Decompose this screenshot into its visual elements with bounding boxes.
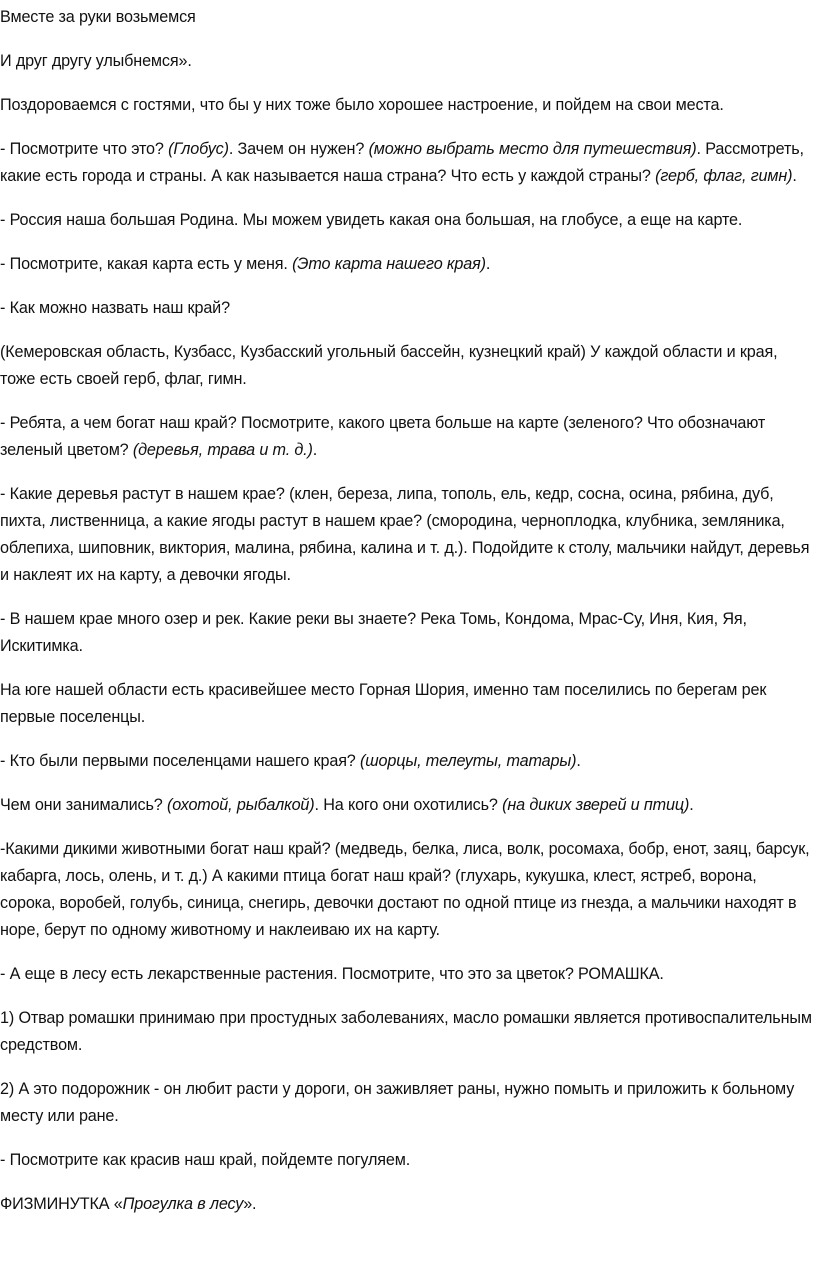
paragraph [0,4,812,31]
italic-answer-text: (на диких зверей и птиц) [502,796,690,814]
paragraph-text: И друг другу улыбнемся». [0,52,192,70]
paragraph [0,792,812,819]
paragraph [0,207,812,234]
paragraph-text: - Посмотрите, какая карта есть у меня. [0,255,293,273]
paragraph [0,1005,812,1059]
paragraph-text: - Посмотрите что это? [0,140,169,158]
paragraph-text: . [312,441,318,459]
paragraph-text: 2) А это подорожник - он любит расти у дороги, он заживляет раны, нужно помыть и приложить к больному месту или ране. [0,1080,795,1125]
paragraph-text: - Какие деревья растут в нашем крае? (клен, береза, липа, тополь, ель, кедр, сосна, осина, рябина, дуб, пихта, лиственница, а какие ягоды растут в нашем крае? (смородина, черноплодка, клубника, земляника, облепиха, шиповник, виктория, малина, рябина, калина и т. д.). Подойдите к столу, мальчики найдут, деревья и наклеят их на карту, а девочки ягоды. [0,485,810,584]
paragraph-text: - Посмотрите как красив наш край, пойдемте погуляем. [0,1151,411,1169]
italic-answer-text: Прогулка в лесу [122,1195,244,1213]
paragraph-text: . Зачем он нужен? [228,140,369,158]
paragraph [0,748,812,775]
paragraph [0,48,812,75]
paragraph-text: - Ребята, а чем богат наш край? Посмотрите, какого цвета больше на карте (зеленого? Что обозначают зеленый цветом? [0,414,766,459]
paragraph [0,339,812,393]
paragraph-text: ФИЗМИНУТКА « [0,1195,123,1213]
italic-answer-text: (шорцы, телеуты, татары) [360,752,577,770]
paragraph [0,481,812,589]
paragraph-text: - В нашем крае много озер и рек. Какие реки вы знаете? Река Томь, Кондома, Мрас-Су, Иня, Кия, Яя, Искитимка. [0,610,747,655]
paragraph-text: 1) Отвар ромашки принимаю при простудных заболеваниях, масло ромашки является противоспалительным средством. [0,1009,812,1054]
italic-answer-text: (Глобус) [168,140,229,158]
paragraph-text: . Рассмотреть, какие есть города и страны. А как называется наша страна? Что есть у каждой страны? [0,140,804,185]
paragraph [0,410,812,464]
paragraph-text: . [576,752,581,770]
paragraph-text: . [485,255,491,273]
paragraph [0,136,812,190]
paragraph [0,251,812,278]
paragraph-text: . На кого они охотились? [314,796,503,814]
paragraph [0,961,812,988]
paragraph [0,295,812,322]
paragraph [0,836,812,944]
paragraph-text: Вместе за руки возьмемся [0,8,196,26]
paragraph-text: - Россия наша большая Родина. Мы можем увидеть какая она большая, на глобусе, а еще на карте. [0,211,743,229]
italic-answer-text: (можно выбрать место для путешествия) [368,140,697,158]
paragraph-text: - Кто были первыми поселенцами нашего края? [0,752,361,770]
paragraph [0,1076,812,1130]
paragraph-text: . [792,167,797,185]
paragraph [0,1147,812,1174]
paragraph-text: - А еще в лесу есть лекарственные растения. Посмотрите, что это за цветок? РОМАШКА. [0,965,664,983]
paragraph-text: - Как можно назвать наш край? [0,299,230,317]
paragraph [0,1191,812,1218]
italic-answer-text: (деревья, трава и т. д.) [132,441,313,459]
paragraph-text: . [689,796,694,814]
paragraph-text: Чем они занимались? [0,796,167,814]
paragraph [0,92,812,119]
italic-answer-text: (Это карта нашего края) [292,255,486,273]
paragraph-text: ». [243,1195,257,1213]
paragraph-text: На юге нашей области есть красивейшее место Горная Шория, именно там поселились по берегам рек первые поселенцы. [0,681,767,726]
italic-answer-text: (охотой, рыбалкой) [166,796,315,814]
paragraph-text: Поздороваемся с гостями, что бы у них тоже было хорошее настроение, и пойдем на свои места. [0,96,724,114]
italic-answer-text: (герб, флаг, гимн) [655,167,793,185]
paragraph-text: -Какими дикими животными богат наш край? (медведь, белка, лиса, волк, росомаха, бобр, енот, заяц, барсук, кабарга, лось, олень, и т. д.) А какими птица богат наш край? (глухарь, кукушка, клест, ястреб, ворона, сорока, воробей, голубь, синица, снегирь, девочки достают по одной птице из гнезда, а мальчики находят в норе, берут по одному животному и наклеиваю их на карту. [0,840,810,939]
paragraph [0,677,812,731]
paragraph-text: (Кемеровская область, Кузбасс, Кузбасский угольный бассейн, кузнецкий край) У каждой области и края, тоже есть своей герб, флаг, гимн. [0,343,778,388]
paragraph [0,606,812,660]
